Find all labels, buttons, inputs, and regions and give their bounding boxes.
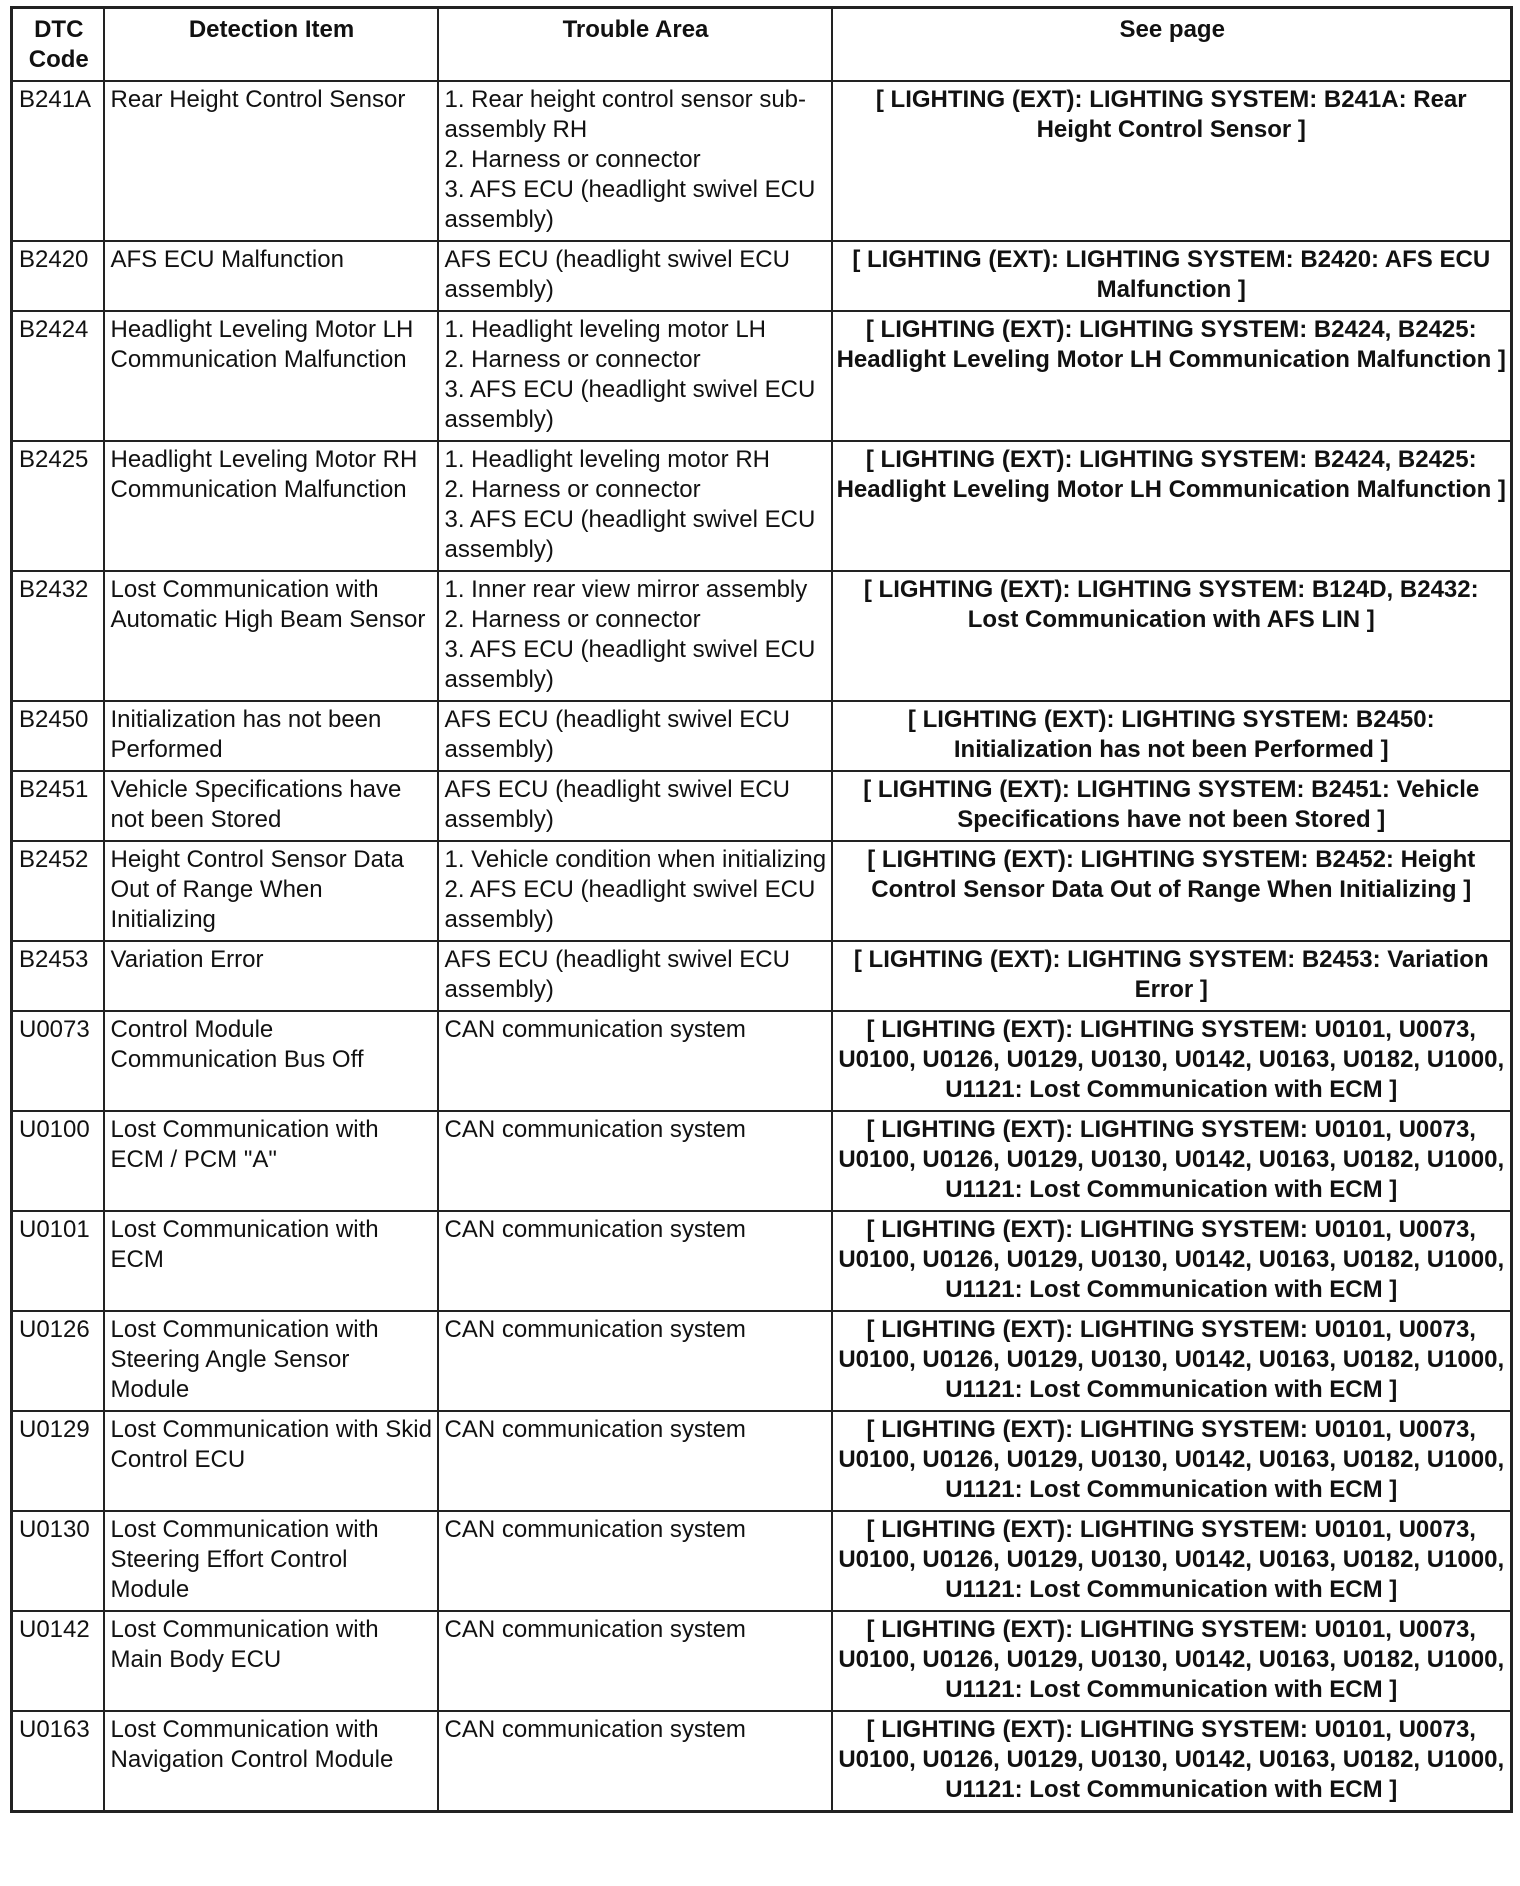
trouble-area-cell: [438, 81, 832, 241]
detection-item-cell: Lost Communication with ECM: [104, 1211, 438, 1311]
detection-item-cell: Lost Communication with Steering Angle Sensor Module: [104, 1311, 438, 1411]
table-body: [12, 81, 1512, 1812]
table-row: [12, 1011, 1512, 1111]
header-dtc-code: DTC Code: [12, 8, 104, 82]
detection-item-cell: Headlight Leveling Motor RH Communication Malfunction: [104, 441, 438, 571]
see-page-link[interactable]: [ LIGHTING (EXT): LIGHTING SYSTEM: B2452: Height Control Sensor Data Out of Range When Initializing ]: [832, 841, 1512, 941]
table-row: [12, 701, 1512, 771]
trouble-area-cell: [438, 771, 832, 841]
trouble-area-line: 2. Harness or connector: [444, 346, 701, 373]
dtc-code-cell: B2432: [12, 571, 104, 701]
detection-item-cell: Initialization has not been Performed: [104, 701, 438, 771]
trouble-area-line: 2. Harness or connector: [444, 606, 701, 633]
detection-item-cell: Rear Height Control Sensor: [104, 81, 438, 241]
trouble-area-cell: [438, 1011, 832, 1111]
table-row: [12, 241, 1512, 311]
trouble-area-cell: [438, 941, 832, 1011]
detection-item-cell: Control Module Communication Bus Off: [104, 1011, 438, 1111]
dtc-code-cell: U0126: [12, 1311, 104, 1411]
see-page-link[interactable]: [ LIGHTING (EXT): LIGHTING SYSTEM: B2424, B2425: Headlight Leveling Motor LH Communication Malfunction ]: [832, 311, 1512, 441]
trouble-area-cell: [438, 701, 832, 771]
trouble-area-line: CAN communication system: [444, 1616, 746, 1643]
trouble-area-cell: [438, 1111, 832, 1211]
detection-item-cell: Variation Error: [104, 941, 438, 1011]
see-page-link[interactable]: [ LIGHTING (EXT): LIGHTING SYSTEM: B2453: Variation Error ]: [832, 941, 1512, 1011]
table-row: [12, 771, 1512, 841]
table-row: [12, 1611, 1512, 1711]
dtc-code-cell: U0142: [12, 1611, 104, 1711]
dtc-code-cell: B2451: [12, 771, 104, 841]
see-page-link[interactable]: [ LIGHTING (EXT): LIGHTING SYSTEM: B2451: Vehicle Specifications have not been Stored ]: [832, 771, 1512, 841]
trouble-area-line: 2. Harness or connector: [444, 476, 701, 503]
dtc-code-cell: B2424: [12, 311, 104, 441]
trouble-area-line: 1. Rear height control sensor sub-assembly RH: [444, 86, 807, 143]
trouble-area-line: 2. Harness or connector: [444, 146, 701, 173]
detection-item-cell: Vehicle Specifications have not been Stored: [104, 771, 438, 841]
trouble-area-cell: [438, 841, 832, 941]
see-page-link[interactable]: [ LIGHTING (EXT): LIGHTING SYSTEM: B241A: Rear Height Control Sensor ]: [832, 81, 1512, 241]
see-page-link[interactable]: [ LIGHTING (EXT): LIGHTING SYSTEM: U0101, U0073, U0100, U0126, U0129, U0130, U0142, U0163, U0182, U1000, U1121: Lost Communication with ECM ]: [832, 1611, 1512, 1711]
detection-item-cell: AFS ECU Malfunction: [104, 241, 438, 311]
table-row: [12, 941, 1512, 1011]
header-trouble-area: Trouble Area: [438, 8, 832, 82]
trouble-area-cell: [438, 441, 832, 571]
trouble-area-cell: [438, 241, 832, 311]
trouble-area-line: CAN communication system: [444, 1216, 746, 1243]
detection-item-cell: Lost Communication with Steering Effort Control Module: [104, 1511, 438, 1611]
detection-item-cell: Headlight Leveling Motor LH Communication Malfunction: [104, 311, 438, 441]
see-page-link[interactable]: [ LIGHTING (EXT): LIGHTING SYSTEM: U0101, U0073, U0100, U0126, U0129, U0130, U0142, U0163, U0182, U1000, U1121: Lost Communication with ECM ]: [832, 1311, 1512, 1411]
table-row: [12, 1411, 1512, 1511]
dtc-code-cell: B2450: [12, 701, 104, 771]
dtc-code-cell: U0130: [12, 1511, 104, 1611]
trouble-area-line: 1. Headlight leveling motor LH: [444, 316, 767, 343]
table-row: [12, 1711, 1512, 1812]
dtc-code-cell: U0073: [12, 1011, 104, 1111]
header-detection-item: Detection Item: [104, 8, 438, 82]
trouble-area-line: CAN communication system: [444, 1516, 746, 1543]
table-row: [12, 81, 1512, 241]
see-page-link[interactable]: [ LIGHTING (EXT): LIGHTING SYSTEM: U0101, U0073, U0100, U0126, U0129, U0130, U0142, U0163, U0182, U1000, U1121: Lost Communication with ECM ]: [832, 1711, 1512, 1812]
trouble-area-line: AFS ECU (headlight swivel ECU assembly): [444, 776, 790, 833]
trouble-area-line: 1. Vehicle condition when initializing: [444, 846, 827, 873]
see-page-link[interactable]: [ LIGHTING (EXT): LIGHTING SYSTEM: B124D, B2432: Lost Communication with AFS LIN ]: [832, 571, 1512, 701]
trouble-area-line: CAN communication system: [444, 1416, 746, 1443]
table-row: [12, 311, 1512, 441]
see-page-link[interactable]: [ LIGHTING (EXT): LIGHTING SYSTEM: U0101, U0073, U0100, U0126, U0129, U0130, U0142, U0163, U0182, U1000, U1121: Lost Communication with ECM ]: [832, 1111, 1512, 1211]
trouble-area-line: AFS ECU (headlight swivel ECU assembly): [444, 706, 790, 763]
table-row: [12, 841, 1512, 941]
see-page-link[interactable]: [ LIGHTING (EXT): LIGHTING SYSTEM: U0101, U0073, U0100, U0126, U0129, U0130, U0142, U0163, U0182, U1000, U1121: Lost Communication with ECM ]: [832, 1411, 1512, 1511]
trouble-area-line: 3. AFS ECU (headlight swivel ECU assembly): [444, 376, 816, 433]
detection-item-cell: Lost Communication with ECM / PCM "A": [104, 1111, 438, 1211]
trouble-area-line: 2. AFS ECU (headlight swivel ECU assembly): [444, 876, 816, 933]
trouble-area-line: AFS ECU (headlight swivel ECU assembly): [444, 946, 790, 1003]
trouble-area-cell: [438, 1311, 832, 1411]
detection-item-cell: Lost Communication with Skid Control ECU: [104, 1411, 438, 1511]
see-page-link[interactable]: [ LIGHTING (EXT): LIGHTING SYSTEM: U0101, U0073, U0100, U0126, U0129, U0130, U0142, U0163, U0182, U1000, U1121: Lost Communication with ECM ]: [832, 1011, 1512, 1111]
trouble-area-cell: [438, 1411, 832, 1511]
see-page-link[interactable]: [ LIGHTING (EXT): LIGHTING SYSTEM: U0101, U0073, U0100, U0126, U0129, U0130, U0142, U0163, U0182, U1000, U1121: Lost Communication with ECM ]: [832, 1211, 1512, 1311]
trouble-area-cell: [438, 1211, 832, 1311]
dtc-code-cell: U0100: [12, 1111, 104, 1211]
table-row: [12, 441, 1512, 571]
detection-item-cell: Lost Communication with Automatic High Beam Sensor: [104, 571, 438, 701]
trouble-area-line: CAN communication system: [444, 1116, 746, 1143]
trouble-area-line: 3. AFS ECU (headlight swivel ECU assembly): [444, 176, 816, 233]
trouble-area-line: 3. AFS ECU (headlight swivel ECU assembly): [444, 506, 816, 563]
table-row: [12, 1511, 1512, 1611]
trouble-area-line: 3. AFS ECU (headlight swivel ECU assembly): [444, 636, 816, 693]
trouble-area-cell: [438, 311, 832, 441]
dtc-code-cell: B241A: [12, 81, 104, 241]
header-see-page: See page: [832, 8, 1512, 82]
dtc-code-cell: U0163: [12, 1711, 104, 1812]
trouble-area-cell: [438, 1711, 832, 1812]
detection-item-cell: Lost Communication with Navigation Control Module: [104, 1711, 438, 1812]
see-page-link[interactable]: [ LIGHTING (EXT): LIGHTING SYSTEM: B2420: AFS ECU Malfunction ]: [832, 241, 1512, 311]
dtc-code-cell: B2425: [12, 441, 104, 571]
trouble-area-line: CAN communication system: [444, 1316, 746, 1343]
header-row: [12, 8, 1512, 82]
detection-item-cell: Height Control Sensor Data Out of Range When Initializing: [104, 841, 438, 941]
dtc-code-cell: U0101: [12, 1211, 104, 1311]
see-page-link[interactable]: [ LIGHTING (EXT): LIGHTING SYSTEM: B2424, B2425: Headlight Leveling Motor LH Communication Malfunction ]: [832, 441, 1512, 571]
dtc-code-cell: U0129: [12, 1411, 104, 1511]
table-row: [12, 1311, 1512, 1411]
dtc-table: [10, 6, 1513, 1813]
table-row: [12, 1111, 1512, 1211]
trouble-area-cell: [438, 1611, 832, 1711]
dtc-code-cell: B2453: [12, 941, 104, 1011]
see-page-link[interactable]: [ LIGHTING (EXT): LIGHTING SYSTEM: U0101, U0073, U0100, U0126, U0129, U0130, U0142, U0163, U0182, U1000, U1121: Lost Communication with ECM ]: [832, 1511, 1512, 1611]
dtc-code-cell: B2452: [12, 841, 104, 941]
table-row: [12, 1211, 1512, 1311]
trouble-area-line: 1. Headlight leveling motor RH: [444, 446, 770, 473]
dtc-code-cell: B2420: [12, 241, 104, 311]
trouble-area-cell: [438, 1511, 832, 1611]
trouble-area-cell: [438, 571, 832, 701]
trouble-area-line: CAN communication system: [444, 1016, 746, 1043]
trouble-area-line: AFS ECU (headlight swivel ECU assembly): [444, 246, 790, 303]
trouble-area-line: 1. Inner rear view mirror assembly: [444, 576, 808, 603]
table-row: [12, 571, 1512, 701]
detection-item-cell: Lost Communication with Main Body ECU: [104, 1611, 438, 1711]
see-page-link[interactable]: [ LIGHTING (EXT): LIGHTING SYSTEM: B2450: Initialization has not been Performed ]: [832, 701, 1512, 771]
trouble-area-line: CAN communication system: [444, 1716, 746, 1743]
